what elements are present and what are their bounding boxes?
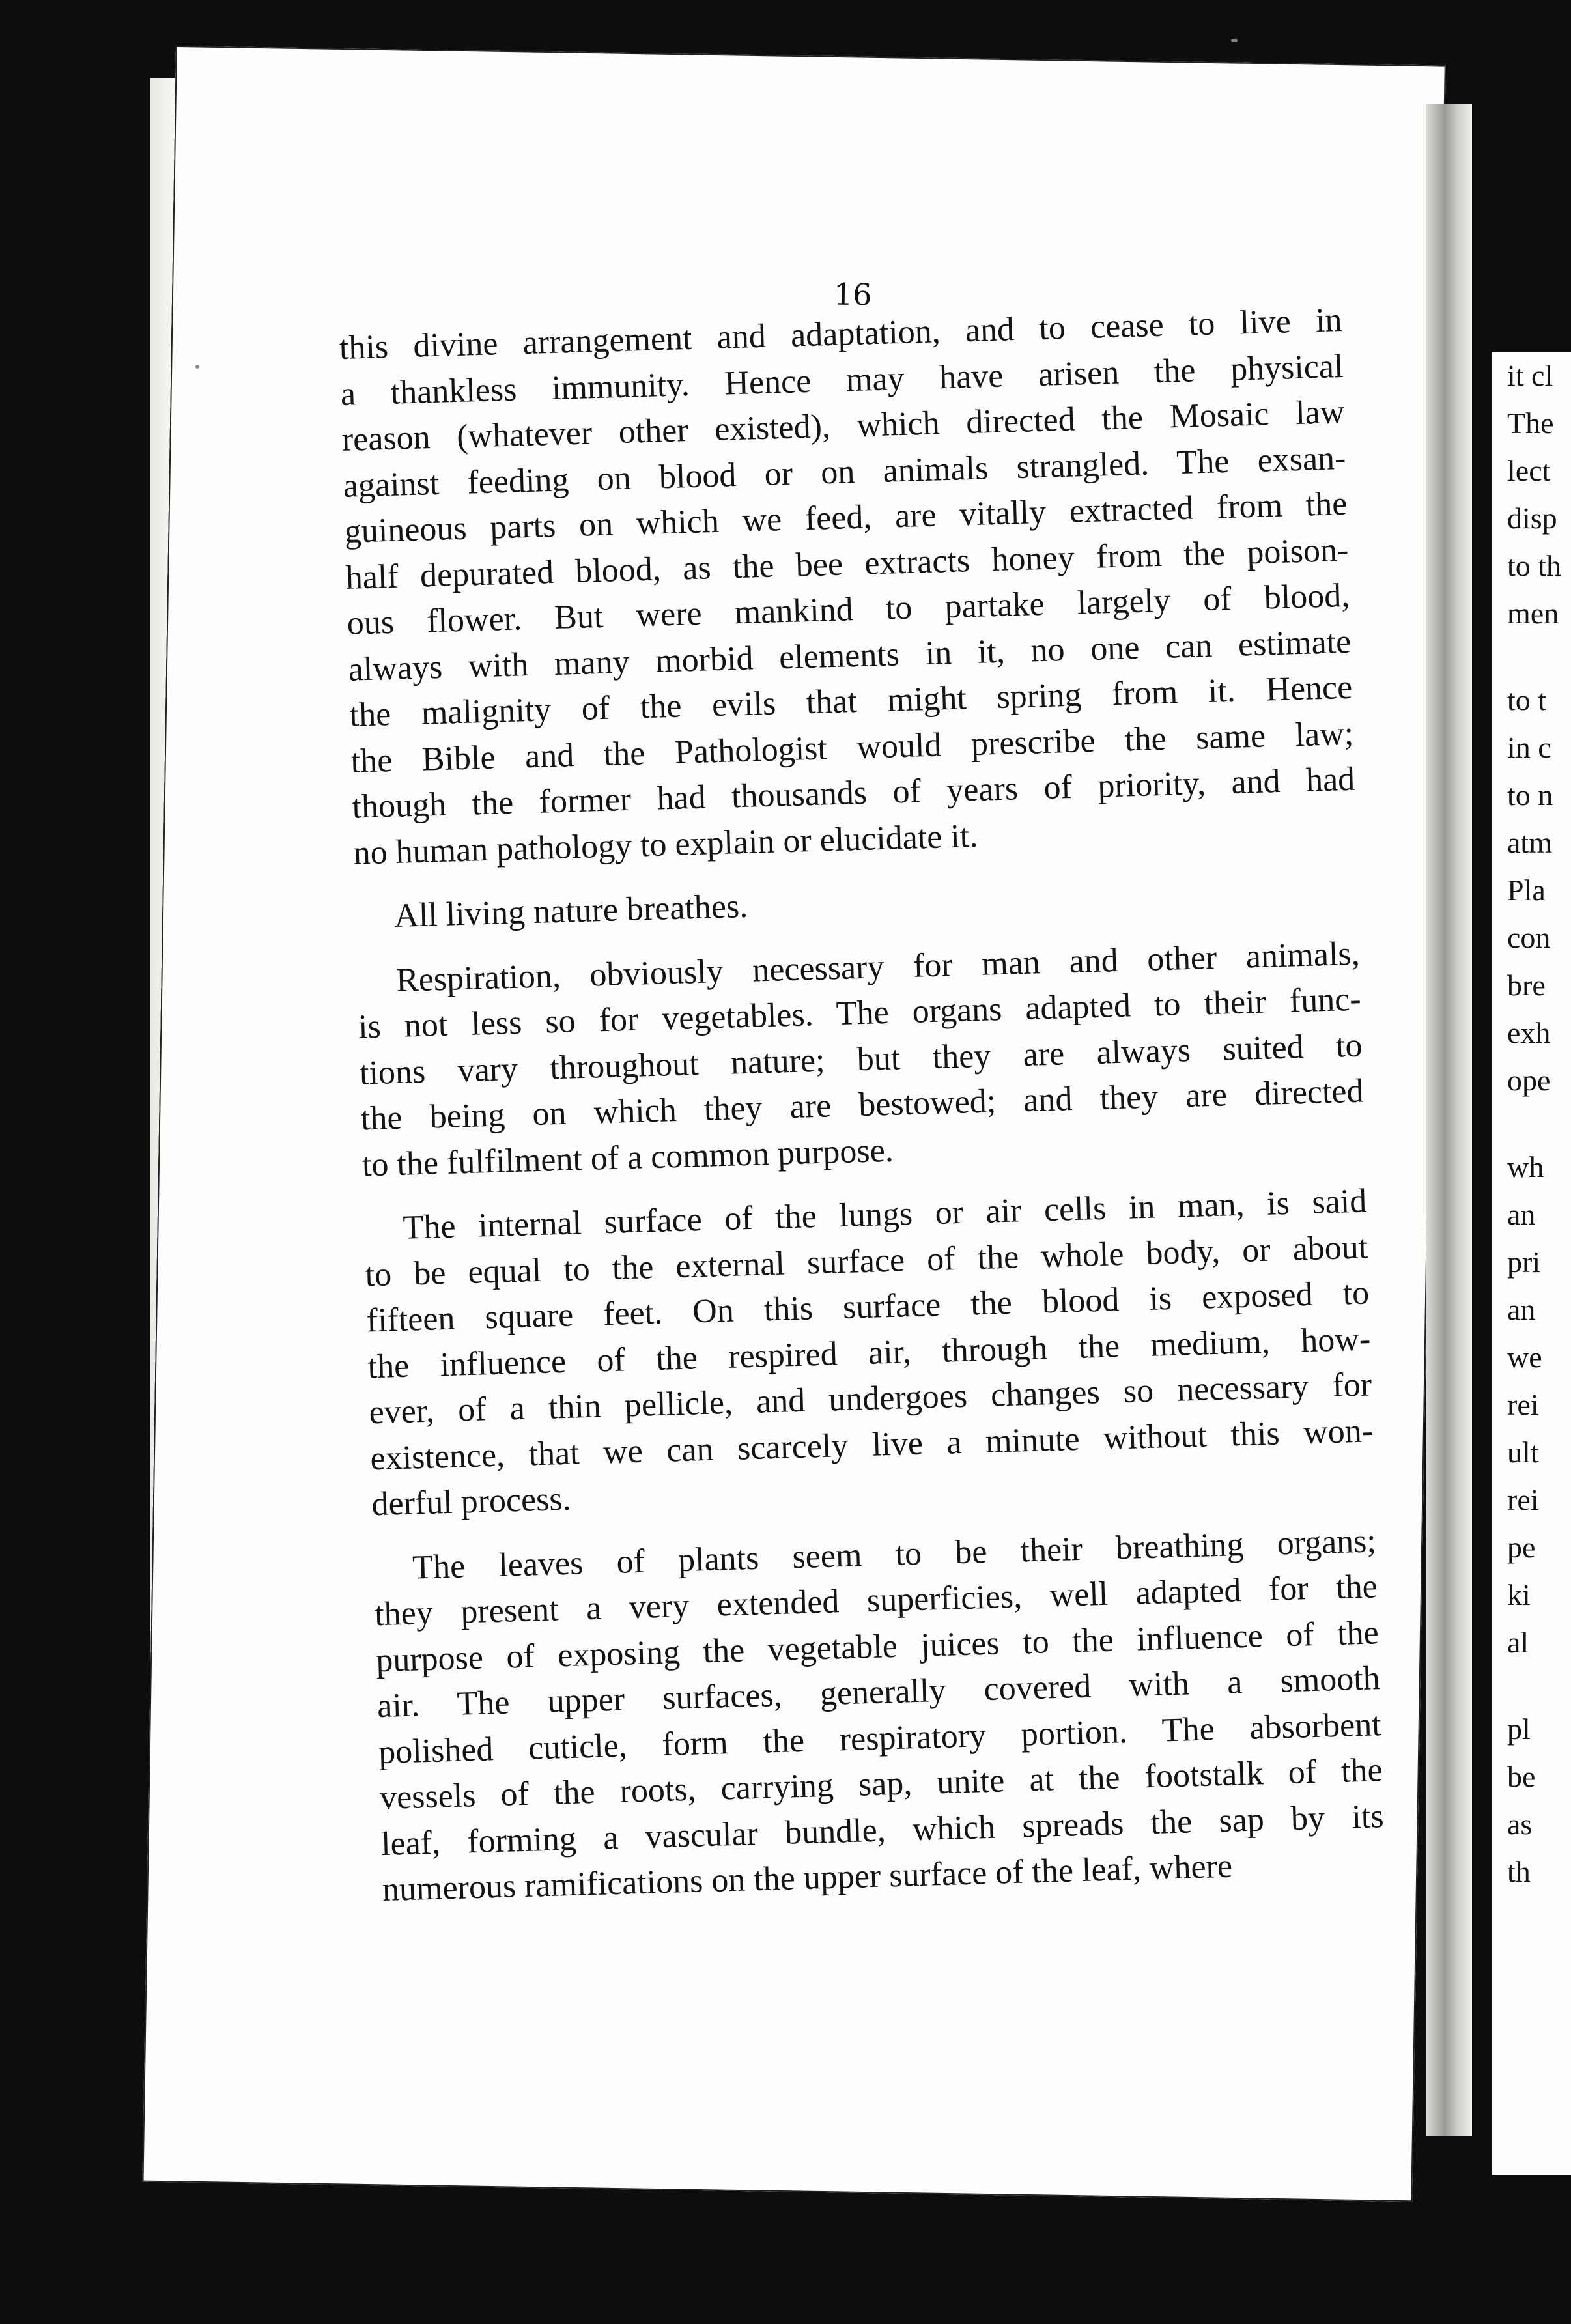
facing-page-line: ult	[1507, 1436, 1539, 1469]
facing-page-line: rei	[1507, 1388, 1539, 1421]
text-line: All living nature breathes.	[393, 887, 748, 935]
text-line: to be equal to the external surface of the whole body, or about	[364, 1228, 1368, 1294]
text-line: leaf, forming a vascular bundle, which spreads the sap by its	[380, 1797, 1385, 1863]
facing-page-line: bre	[1507, 969, 1546, 1002]
facing-page-line: Pla	[1507, 873, 1546, 907]
facing-page-line: to n	[1507, 778, 1553, 812]
scan-speck	[195, 365, 199, 369]
text-line: vessels of the roots, carrying sap, unite at the footstalk of the	[379, 1751, 1383, 1817]
text-line: to the fulfilment of a common purpose.	[361, 1131, 894, 1183]
text-line: is not less so for vegetables. The organs adapted to their func-	[358, 980, 1362, 1046]
text-line: the Bible and the Pathologist would prescribe the same law;	[350, 715, 1354, 780]
scan-speck	[1231, 39, 1238, 42]
facing-page-line: ope	[1507, 1064, 1551, 1097]
text-line: Respiration, obviously necessary for man and other animals,	[395, 935, 1361, 999]
text-line: a thankless immunity. Hence may have arisen the physical	[340, 347, 1344, 413]
text-line: against feeding on blood or on animals strangled. The exsan-	[343, 439, 1347, 505]
paragraph	[373, 1518, 1385, 1914]
paragraph	[363, 1178, 1375, 1527]
facing-page-line: to th	[1507, 549, 1562, 582]
text-line: they present a very extended superficies, well adapted for the	[374, 1568, 1378, 1634]
facing-page-line: ki	[1507, 1578, 1531, 1611]
text-line: polished cuticle, form the respiratory portion. The absorbent	[378, 1705, 1382, 1771]
text-line: numerous ramifications on the upper surface of the leaf, where	[382, 1847, 1233, 1909]
facing-page-line: to t	[1507, 683, 1547, 716]
facing-page-line: lect	[1507, 454, 1551, 487]
text-line: this divine arrangement and adaptation, and to cease to live in	[339, 301, 1343, 367]
paragraph	[356, 931, 1365, 1188]
facing-page-line: pri	[1507, 1245, 1541, 1279]
text-line: the being on which they are bestowed; and they are directed	[360, 1072, 1365, 1138]
text-line: fifteen square feet. On this surface the blood is exposed to	[365, 1274, 1370, 1340]
text-line: the influence of the respired air, through the medium, how-	[367, 1320, 1371, 1385]
text-line: always with many morbid elements in it, no one can estimate	[347, 623, 1352, 688]
fragment-gap	[1492, 1104, 1571, 1143]
facing-page-fragment	[1492, 352, 1571, 2175]
facing-page-line: The	[1507, 406, 1554, 440]
text-line: though the former had thousands of years of priority, and had	[351, 760, 1355, 826]
text-line: ous flower. But were mankind to partake largely of blood,	[346, 576, 1350, 642]
facing-page-line: disp	[1507, 502, 1557, 535]
facing-page-line: an	[1507, 1293, 1536, 1326]
text-line: derful process.	[371, 1480, 572, 1523]
facing-page-line: atm	[1507, 826, 1552, 859]
facing-page-line: men	[1507, 597, 1559, 630]
facing-page-line: al	[1507, 1626, 1529, 1659]
facing-page-line: pe	[1507, 1531, 1536, 1564]
text-line: ever, of a thin pellicle, and undergoes changes so necessary for	[368, 1366, 1372, 1432]
facing-page-line: con	[1507, 921, 1551, 954]
text-line: half depurated blood, as the bee extracts honey from the poison-	[345, 531, 1350, 597]
page-number: 16	[833, 276, 872, 313]
facing-page-line: pl	[1507, 1712, 1531, 1746]
facing-page-line: as	[1507, 1807, 1533, 1841]
text-line: guineous parts on which we feed, are vitally extracted from the	[344, 485, 1348, 550]
facing-page-line: th	[1507, 1855, 1531, 1888]
facing-page-line: wh	[1507, 1150, 1544, 1183]
text-line: purpose of exposing the vegetable juices to the influence of the	[375, 1613, 1380, 1679]
facing-page-line: rei	[1507, 1483, 1539, 1516]
body-text	[339, 298, 1386, 1932]
fragment-gap	[1492, 637, 1571, 676]
text-line: air. The upper surfaces, generally covered with a smooth	[376, 1660, 1381, 1725]
paragraph	[339, 298, 1357, 877]
facing-page-line: in c	[1507, 731, 1551, 764]
text-line: the malignity of the evils that might spring from it. Hence	[348, 668, 1353, 734]
facing-page-line: we	[1507, 1340, 1542, 1374]
facing-page-line: an	[1507, 1198, 1536, 1231]
text-line: existence, that we can scarcely live a minute without this won-	[369, 1411, 1374, 1477]
text-line: reason (whatever other existed), which directed the Mosaic law	[341, 393, 1346, 459]
paragraph	[354, 867, 1358, 941]
text-line: The internal surface of the lungs or air cells in man, is said	[402, 1182, 1367, 1247]
text-line: The leaves of plants seem to be their breathing organs;	[412, 1522, 1377, 1587]
text-line: no human pathology to explain or elucidate it.	[352, 817, 978, 872]
text-line: tions vary throughout nature; but they are always suited to	[359, 1027, 1363, 1092]
fragment-gap	[1492, 1666, 1571, 1705]
facing-page-line: it cl	[1507, 359, 1553, 392]
page-edge-shadow	[1426, 104, 1472, 2136]
facing-page-line: exh	[1507, 1016, 1551, 1049]
facing-page-line: be	[1507, 1760, 1536, 1793]
